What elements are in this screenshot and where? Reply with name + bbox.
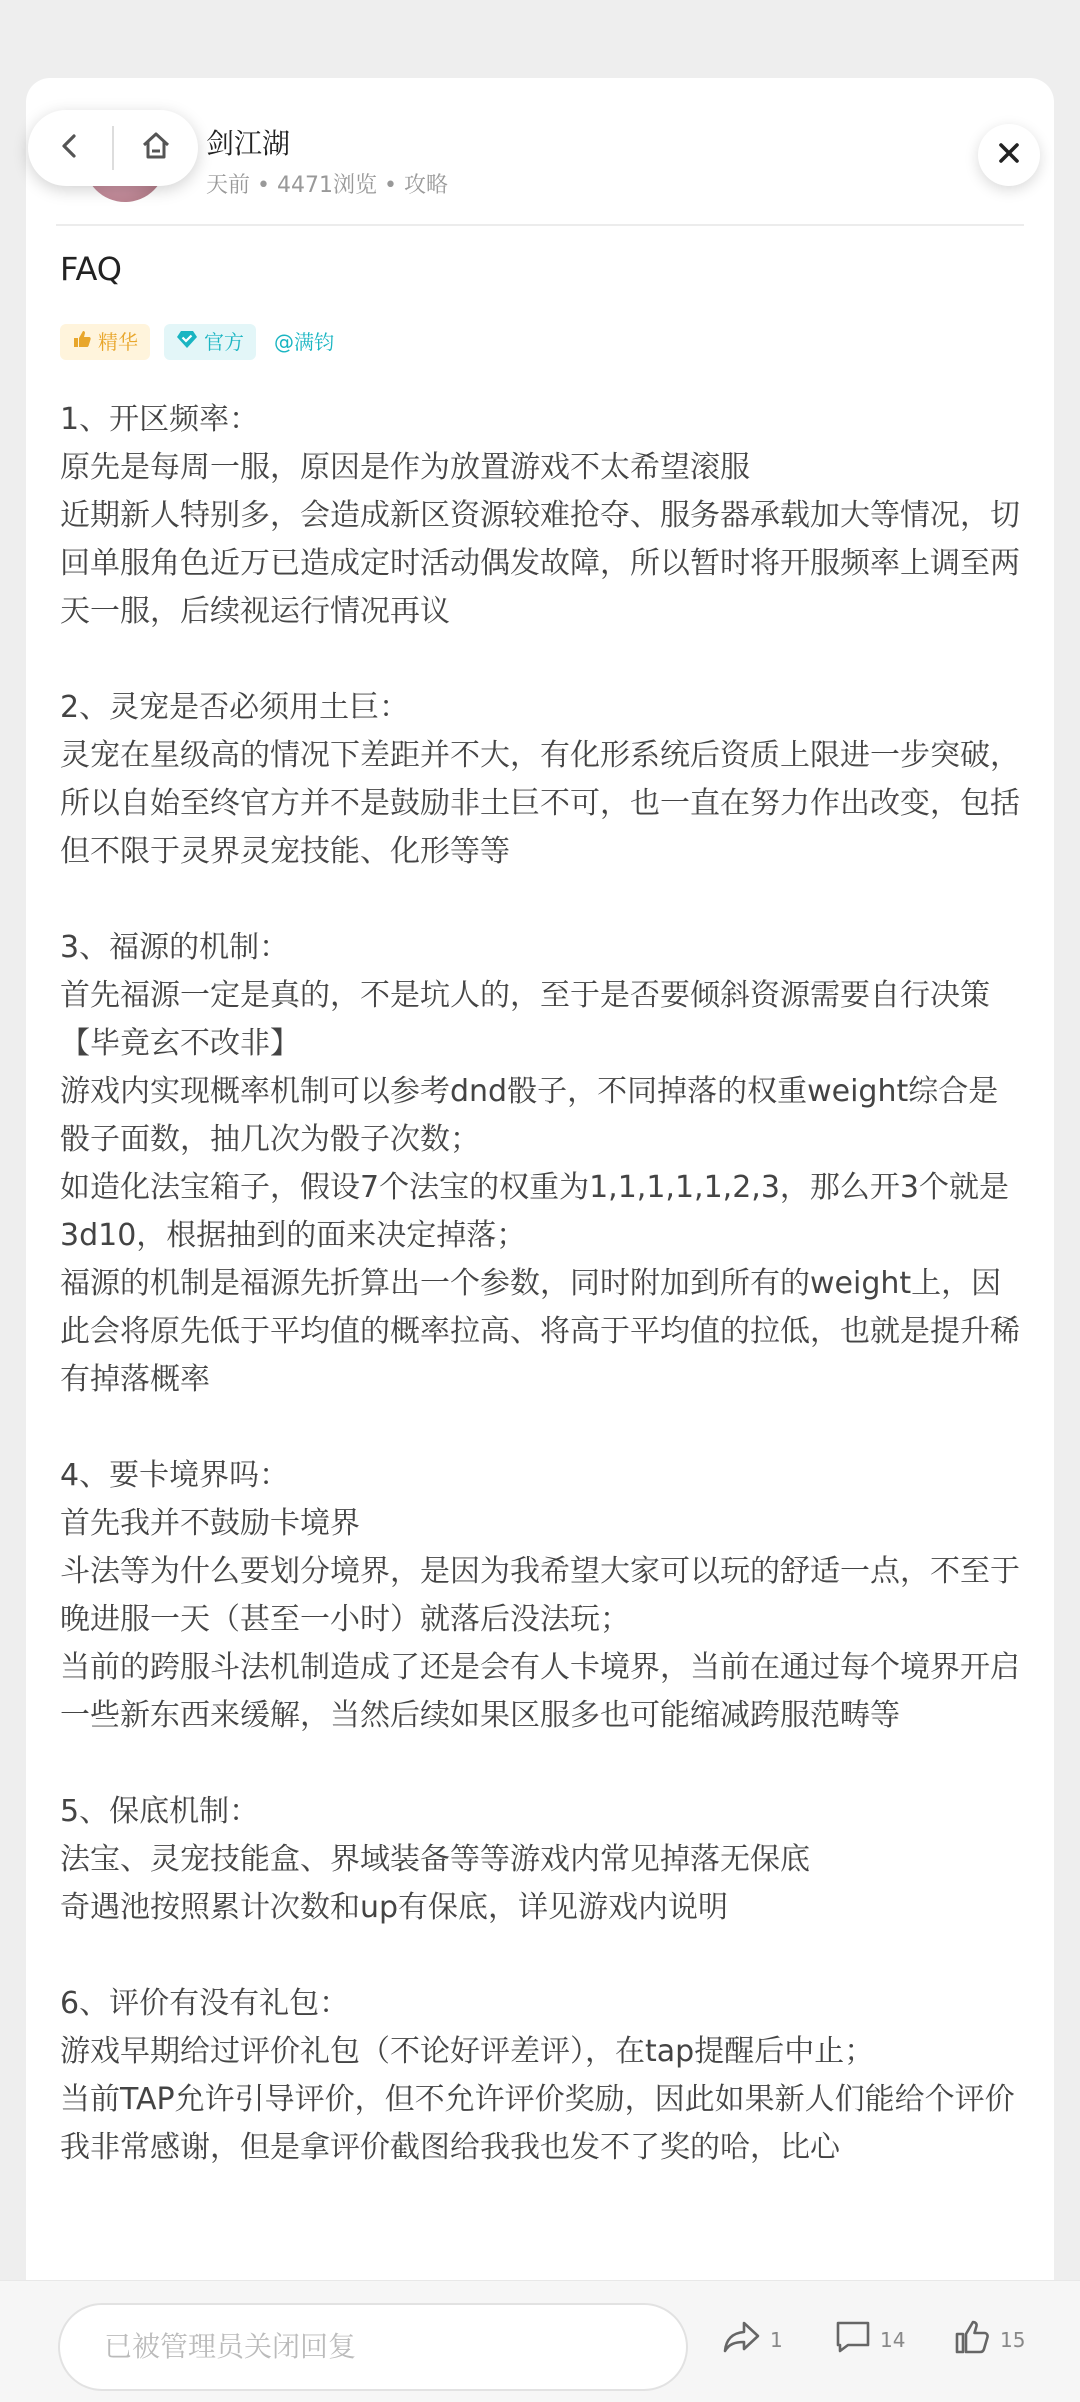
essence-tag <box>60 324 150 360</box>
post-header <box>56 98 1024 226</box>
home-button[interactable] <box>114 110 198 186</box>
tag-row <box>60 324 1020 360</box>
thumbs-up-icon <box>72 324 92 360</box>
reply-input[interactable]: 已被管理员关闭回复 <box>58 2303 688 2391</box>
post-card <box>26 78 1054 2378</box>
meta-separator: • <box>257 173 270 198</box>
post-title: FAQ <box>60 250 122 288</box>
bottom-action-bar <box>0 2280 1080 2402</box>
home-icon <box>139 129 173 167</box>
essence-label: 精华 <box>98 330 138 354</box>
post-time: 天前 <box>206 173 251 198</box>
post-content <box>60 250 1020 2172</box>
like-button[interactable] <box>954 2319 1025 2360</box>
comment-icon <box>834 2319 872 2360</box>
meta-separator: • <box>384 173 397 198</box>
view-count: 4471浏览 <box>277 173 377 198</box>
comment-count: 14 <box>880 2327 906 2352</box>
back-arrow-icon <box>55 131 85 165</box>
close-icon <box>996 140 1022 170</box>
share-icon <box>722 2319 762 2360</box>
mention-link[interactable]: @满钧 <box>274 330 334 354</box>
comment-button[interactable] <box>834 2319 905 2360</box>
like-count: 15 <box>1000 2327 1026 2352</box>
back-button[interactable] <box>28 110 112 186</box>
share-count: 1 <box>770 2327 783 2352</box>
official-label: 官方 <box>204 330 244 354</box>
share-button[interactable] <box>722 2319 783 2360</box>
like-icon <box>954 2319 992 2360</box>
post-body: 1、开区频率： 原先是每周一服，原因是作为放置游戏不太希望滚服 近期新人特别多，会造成新区资源较难抢夺、服务器承载加大等情况，切回单服角色近万已造成定时活动偶发故障，所以暂时将开服频率上调至两天一服，后续视运行情况再议 2、灵宠是否必须用土巨： 灵宠在星级高的情况下差距并不大，有化形系统后资质上限进一步突破，所以自始至终官方并不是鼓励非土巨不可，也一直在努力作出改变，包括但不限于灵界灵宠技能、化形等等 3、福源的机制： 首先福源一定是真的，不是坑人的，至于是否要倾斜资源需要自行决策【毕竟玄不改非】 游戏内实现概率机制可以参考dnd骰子，不同掉落的权重weight综合是骰子面数，抽几次为骰子次数； 如造化法宝箱子，假设7个法宝的权重为1,1,1,1,1,2,3，那么开3个就是3d10，根据抽到的面来决定掉落； 福源的机制是福源先折算出一个参数，同时附加到所有的weight上，因此会将原先低于平均值的概率拉高、将高于平均值的拉低，也就是提升稀有掉落概率 4、要卡境界吗： 首先我并不鼓励卡境界 斗法等为什么要划分境界，是因为我希望大家可以玩的舒适一点，不至于晚进服一天（甚至一小时）就落后没法玩； 当前的跨服斗法机制造成了还是会有人卡境界，当前在通过每个境界开启一些新东西来缓解，当然后续如果区服多也可能缩减跨服范畴等 5、保底机制： 法宝、灵宠技能盒、界域装备等等游戏内常见掉落无保底 奇遇池按照累计次数和up有保底，详见游戏内说明 6、评价有没有礼包： 游戏早期给过评价礼包（不论好评差评），在tap提醒后中止； 当前TAP允许引导评价，但不允许评价奖励，因此如果新人们能给个评价我非常感谢，但是拿评价截图给我我也发不了奖的哈，比心 <box>60 402 1020 2165</box>
verified-icon <box>176 324 198 360</box>
post-category[interactable]: 攻略 <box>403 173 448 198</box>
close-button[interactable] <box>978 124 1040 186</box>
official-tag <box>164 324 256 360</box>
post-meta <box>206 168 448 199</box>
author-name[interactable]: 剑江湖 <box>206 127 291 160</box>
nav-pill <box>28 110 198 186</box>
